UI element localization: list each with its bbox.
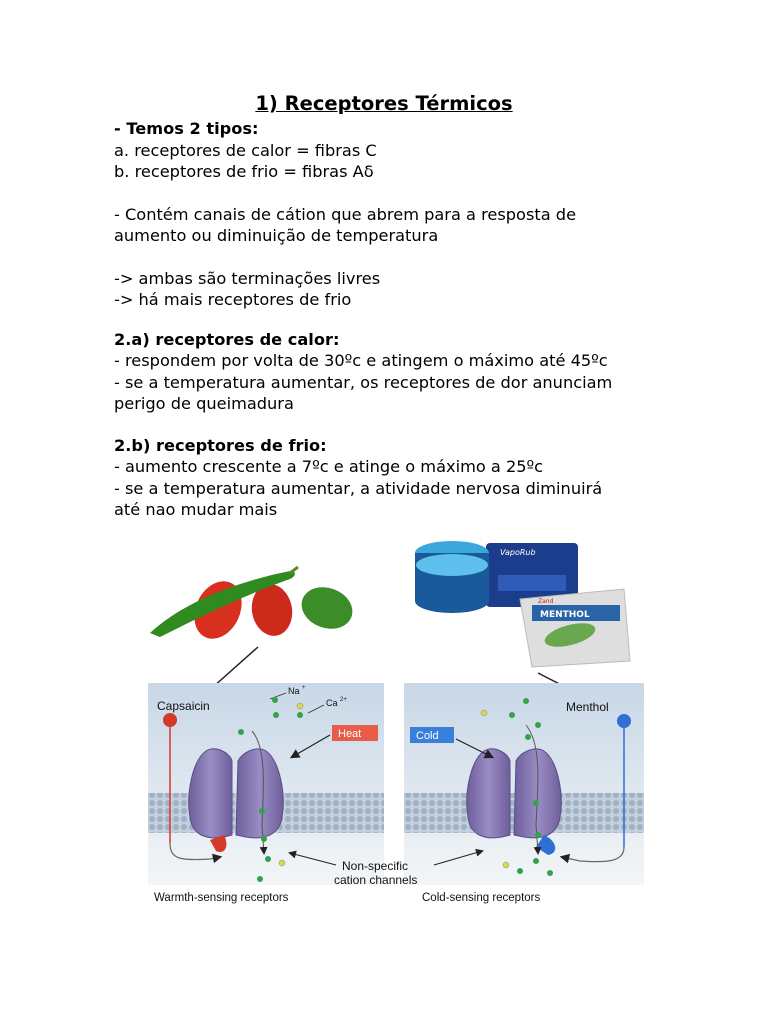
cold-label: Cold — [416, 730, 439, 742]
sodium-ion-label: Na — [288, 686, 300, 696]
bag-product-label: MENTHOL — [540, 610, 590, 620]
cation-note-line-2: aumento ou diminuição de temperatura — [114, 226, 439, 245]
jar-brand-label: VapoRub — [500, 548, 536, 557]
calcium-ion-label: Ca — [326, 698, 338, 708]
types-heading: - Temos 2 tipos: — [114, 119, 259, 138]
calcium-charge-label: 2+ — [340, 697, 347, 703]
heat-label: Heat — [338, 728, 362, 740]
heat-line-3: perigo de queimadura — [114, 394, 294, 413]
cold-caption: Cold-sensing receptors — [422, 892, 541, 904]
types-item-b: b. receptores de frio = fibras Aδ — [114, 162, 374, 181]
bag-brand-label: Zand — [538, 598, 554, 605]
heat-section-heading: 2.a) receptores de calor: — [114, 329, 340, 349]
cold-line-3: até nao mudar mais — [114, 500, 278, 519]
menthol-label: Menthol — [566, 700, 609, 714]
cold-section-heading: 2.b) receptores de frio: — [114, 435, 327, 455]
chili-peppers-image — [150, 567, 358, 646]
page-title: 1) Receptores Térmicos — [255, 92, 513, 115]
cold-line-1: - aumento crescente a 7ºc e atinge o máximo a 25ºc — [114, 457, 544, 476]
cold-sensing-panel — [404, 683, 644, 904]
warmth-caption: Warmth-sensing receptors — [154, 892, 289, 904]
cation-note-line-1: - Contém canais de cátion que abrem para a resposta de — [114, 204, 577, 224]
types-item-a: a. receptores de calor = fibras C — [114, 140, 377, 160]
sodium-charge-label: + — [302, 685, 306, 691]
channel-label-line-2: cation channels — [334, 873, 418, 887]
document-body — [114, 118, 674, 521]
heat-line-1: - respondem por volta de 30ºc e atingem o máximo até 45ºc — [114, 351, 608, 370]
capsaicin-label: Capsaicin — [157, 699, 210, 713]
vaporub-menthol-image — [415, 541, 630, 667]
cold-line-2: - se a temperatura aumentar, a atividade nervosa diminuirá — [114, 478, 603, 498]
thermoreceptor-figure — [140, 535, 650, 907]
arrow-note-1: -> ambas são terminações livres — [114, 268, 381, 288]
channel-label-line-1: Non-specific — [342, 859, 409, 873]
heat-line-2: - se a temperatura aumentar, os receptores de dor anunciam — [114, 372, 613, 392]
arrow-note-2: -> há mais receptores de frio — [114, 290, 352, 309]
